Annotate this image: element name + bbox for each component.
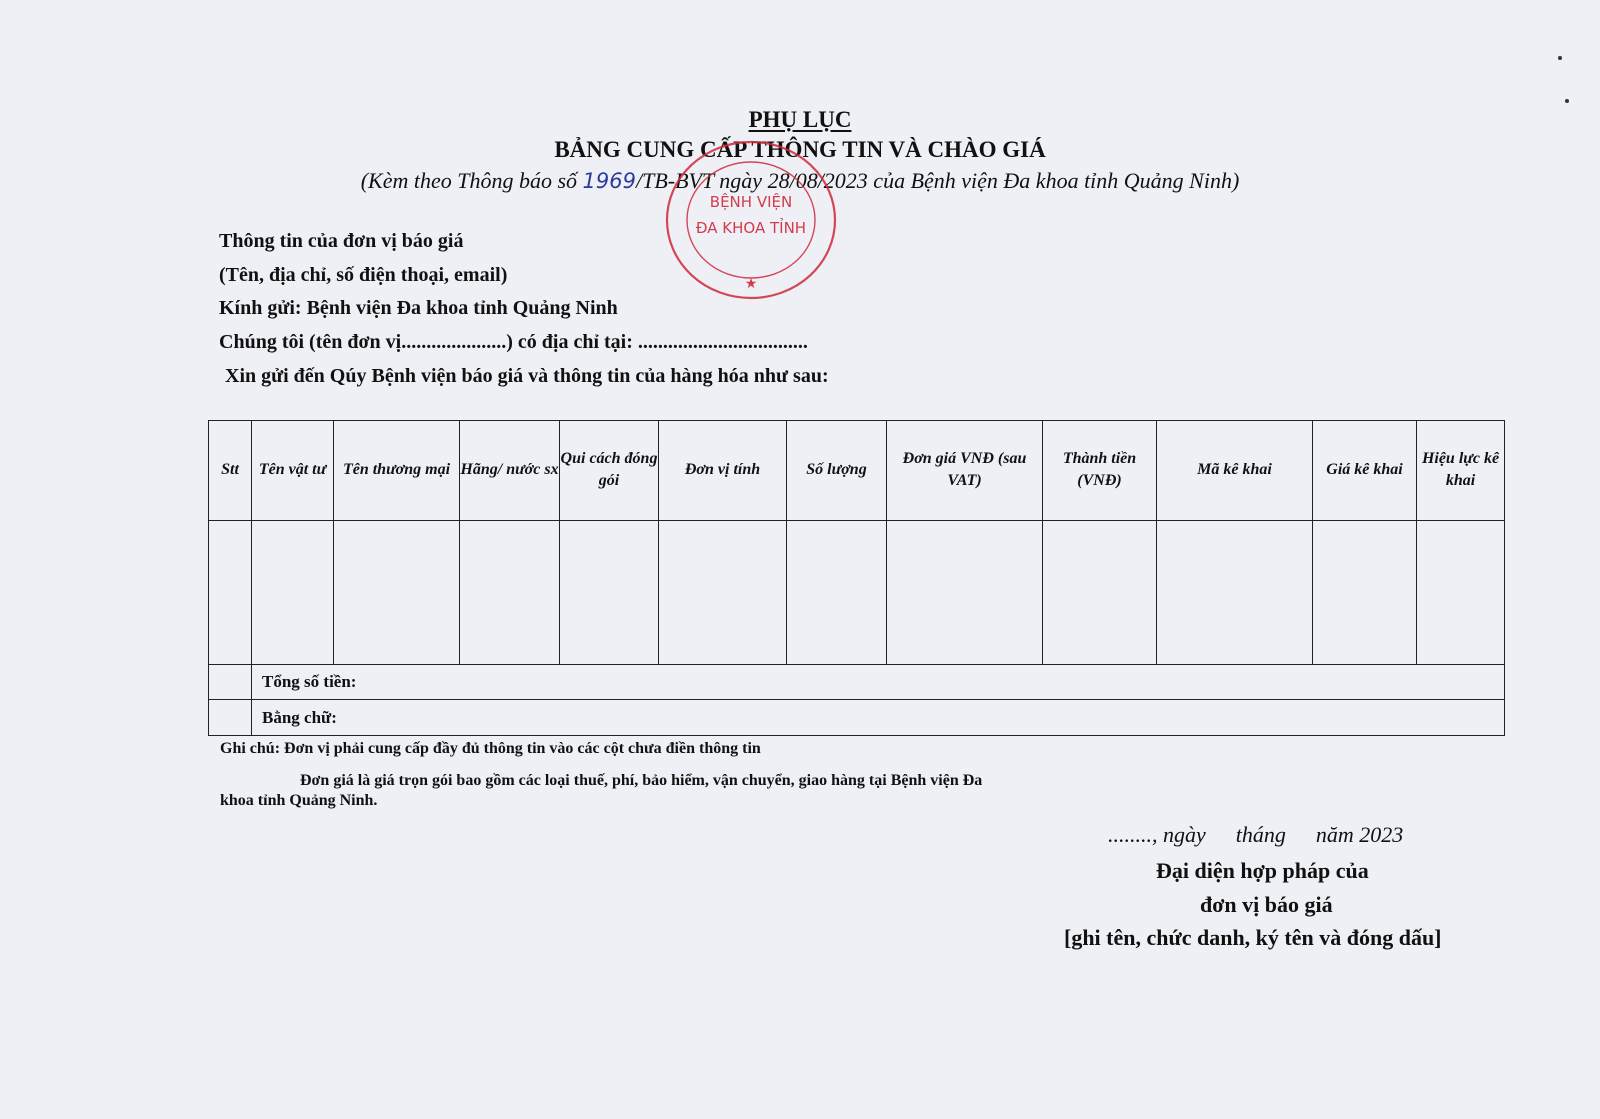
column-header: Số lượng: [787, 421, 887, 521]
column-header: Stt: [209, 421, 252, 521]
total-amount-label: Tổng số tiền:: [252, 664, 1505, 700]
column-header: Mã kê khai: [1157, 421, 1313, 521]
note-line-2: Đơn giá là giá trọn gói bao gồm các loại thuế, phí, bảo hiểm, vận chuyển, giao hàng tại Bệnh viện Đa: [300, 772, 983, 789]
table-cell[interactable]: [334, 520, 460, 664]
column-header: Đơn vị tính: [659, 421, 787, 521]
table-header-row: [209, 421, 1505, 521]
date-day: ........, ngày: [1108, 822, 1206, 847]
info-recipient: Kính gửi: Bệnh viện Đa khoa tỉnh Quảng Ninh: [219, 297, 618, 319]
table-cell[interactable]: [1043, 520, 1157, 664]
table-title: BẢNG CUNG CẤP THÔNG TIN VÀ CHÀO GIÁ: [554, 137, 1046, 162]
reference-suffix: /TB-BVT ngày 28/08/2023 của Bệnh viện Đa khoa tỉnh Quảng Ninh): [635, 168, 1240, 193]
table-cell[interactable]: [209, 520, 252, 664]
handwritten-number: 1969: [582, 169, 636, 193]
total-row: [209, 664, 1505, 700]
stamp-text-1: BỆNH VIỆN: [709, 193, 793, 211]
info-heading: Thông tin của đơn vị báo giá: [219, 230, 464, 252]
amount-in-words-label: Bằng chữ:: [252, 700, 1505, 736]
info-request: Xin gửi đến Qúy Bệnh viện báo giá và thông tin của hàng hóa như sau:: [225, 365, 829, 387]
table-cell: [209, 664, 252, 700]
scan-speck: [1558, 56, 1562, 60]
date-year: năm 2023: [1315, 822, 1404, 847]
info-contact-hint: (Tên, địa chỉ, số điện thoại, email): [219, 264, 508, 286]
info-company-address: Chúng tôi (tên đơn vị.....................) có địa chỉ tại: ..................................: [219, 331, 808, 353]
column-header: Thành tiền (VNĐ): [1043, 421, 1157, 521]
scan-speck: [1565, 99, 1569, 103]
table-cell[interactable]: [887, 520, 1043, 664]
column-header: Hiệu lực kê khai: [1417, 421, 1505, 521]
column-header: Tên vật tư: [252, 421, 334, 521]
table-cell[interactable]: [252, 520, 334, 664]
signature-date: [1108, 822, 1403, 848]
column-header: Qui cách đóng gói: [560, 421, 659, 521]
date-month: tháng: [1235, 822, 1286, 847]
table-cell[interactable]: [787, 520, 887, 664]
table-cell[interactable]: [1157, 520, 1313, 664]
reference-prefix: (Kèm theo Thông báo số: [360, 168, 583, 193]
table-cell[interactable]: [460, 520, 560, 664]
table-cell[interactable]: [1417, 520, 1505, 664]
table-cell[interactable]: [560, 520, 659, 664]
column-header: Giá kê khai: [1313, 421, 1417, 521]
column-header: Đơn giá VNĐ (sau VAT): [887, 421, 1043, 521]
column-header: Hãng/ nước sx: [460, 421, 560, 521]
words-row: [209, 700, 1505, 736]
signature-instruction: [ghi tên, chức danh, ký tên và đóng dấu]: [1064, 925, 1442, 950]
table-cell: [209, 700, 252, 736]
signature-line-1: Đại diện hợp pháp của: [1156, 858, 1369, 883]
table-cell[interactable]: [659, 520, 787, 664]
column-header: Tên thương mại: [334, 421, 460, 521]
note-line-1: Ghi chú: Đơn vị phải cung cấp đầy đủ thông tin vào các cột chưa điền thông tin: [220, 740, 761, 757]
signature-line-2: đơn vị báo giá: [1200, 892, 1333, 917]
stamp-text-2: ĐA KHOA TỈNH: [695, 219, 807, 237]
note-line-3: khoa tỉnh Quảng Ninh.: [220, 792, 378, 809]
table-row: [209, 520, 1505, 664]
hospital-stamp: [658, 138, 844, 308]
appendix-title: PHỤ LỤC: [748, 107, 852, 132]
table-cell[interactable]: [1313, 520, 1417, 664]
quotation-table: [208, 420, 1505, 736]
stamp-star-icon: ★: [744, 276, 758, 292]
